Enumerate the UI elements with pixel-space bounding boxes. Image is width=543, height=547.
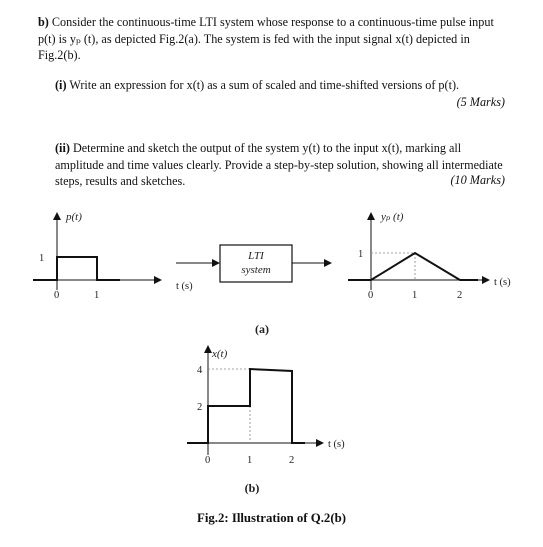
figure-a-caption: (a)	[255, 322, 269, 336]
part-ii-text: Determine and sketch the output of the system y(t) to the input x(t), marking all amplitude and time values clearly. Provide a step-by-step solution, showing all intermediate steps, results and sketches.	[55, 141, 503, 188]
lti-system-label-line1: LTI	[248, 250, 264, 262]
figure-caption: Fig.2: Illustration of Q.2(b)	[197, 511, 346, 525]
part-i-marks: (5 Marks)	[456, 95, 505, 109]
input-signal-label: x(t)	[212, 348, 228, 360]
pulse-x-tick-1: 1	[94, 290, 100, 301]
question-intro-text: Consider the continuous-time LTI system whose response to a continuous-time pulse input p(t) is yₚ (t), as depicted Fig.2(a). The system is fed with the input signal x(t) depicted in Fig.2(b).	[38, 15, 494, 62]
input-signal-x-tick-2: 2	[289, 455, 295, 466]
pulse-label: p(t)	[66, 211, 82, 223]
input-signal-x-tick-1: 1	[247, 455, 253, 466]
part-ii-label: (ii)	[55, 141, 70, 155]
input-signal-waveform	[187, 369, 305, 443]
input-axis-label: t (s)	[176, 281, 193, 292]
response-label: yₚ (t)	[381, 211, 404, 223]
response-waveform	[348, 253, 478, 280]
input-signal-x-tick-0: 0	[205, 455, 211, 466]
response-amplitude-tick: 1	[358, 249, 364, 260]
response-plot	[348, 211, 511, 301]
figure-b-caption: (b)	[244, 481, 260, 495]
input-signal-plot	[187, 347, 345, 466]
pulse-waveform	[33, 257, 120, 280]
lti-system-label-line2: system	[241, 264, 271, 276]
output-axis-label: t (s)	[494, 277, 511, 288]
response-x-tick-2: 2	[457, 290, 463, 301]
input-signal-y-tick-4: 4	[197, 365, 203, 376]
pulse-amplitude-tick: 1	[39, 253, 45, 264]
question-label: b)	[38, 15, 49, 29]
input-signal-axis-label: t (s)	[328, 439, 345, 450]
input-signal-y-tick-2: 2	[197, 402, 203, 413]
pulse-x-tick-0: 0	[54, 290, 60, 301]
part-i-label: (i)	[55, 78, 67, 92]
response-x-tick-0: 0	[368, 290, 374, 301]
part-i-text: Write an expression for x(t) as a sum of scaled and time-shifted versions of p(t).	[69, 78, 460, 92]
response-x-tick-1: 1	[412, 290, 418, 301]
lti-system-block	[220, 245, 292, 282]
pulse-plot	[33, 211, 160, 301]
part-ii-marks: (10 Marks)	[450, 173, 505, 187]
